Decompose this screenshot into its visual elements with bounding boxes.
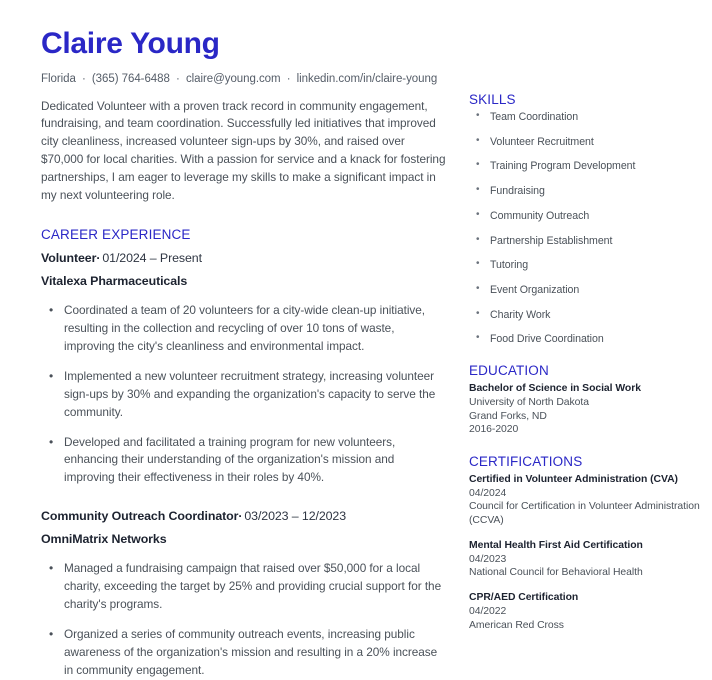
skill-label: Charity Work: [490, 308, 551, 321]
certification-issuer: National Council for Behavioral Health: [469, 567, 643, 579]
certification-entry: [469, 473, 704, 528]
skill-label: Partnership Establishment: [490, 234, 613, 247]
company-name: Vitalexa Pharmaceuticals: [41, 274, 188, 289]
skill-label: Team Coordination: [490, 111, 579, 123]
skill-item: [469, 259, 704, 272]
contact-line: [41, 73, 448, 85]
bullet-icon: •: [49, 303, 54, 318]
certification-date: 04/2023: [469, 553, 507, 565]
education-entry: [469, 382, 704, 437]
job-bullet: [40, 368, 448, 422]
skill-item: [469, 136, 704, 149]
job-title: Community Outreach Coordinator: [41, 509, 239, 524]
job-bullet: [40, 434, 448, 488]
bullet-icon: •: [476, 159, 480, 171]
education-degree: Bachelor of Science in Social Work: [469, 383, 641, 395]
bullet-icon: •: [476, 184, 480, 196]
bullet-icon: •: [476, 134, 480, 146]
job-bullet-text: Developed and facilitated a training program for new volunteers, enhancing their understanding of the organization's mission and improving their effectiveness in their roles by 40%.: [64, 434, 396, 485]
skill-label: Event Organization: [490, 283, 580, 296]
skill-label: Tutoring: [490, 259, 529, 272]
certification-entry: [469, 591, 704, 632]
job-bullet: [40, 626, 448, 680]
skill-item: [469, 160, 704, 173]
professional-summary: Dedicated Volunteer with a proven track record in community engagement, fundraising, and team coordination. Successfully led initiatives that improved city cleanliness, increased volunteer sign-ups by 30%, and raised over $70,000 for local charities. With a passion for service and a knack for fostering partnerships, I am eager to leverage my skills to make a significant impact in my next volunteering role.: [41, 98, 446, 203]
job-title-line: [41, 251, 448, 265]
job-dates: 01/2024 – Present: [102, 251, 202, 266]
bullet-icon: •: [49, 434, 54, 449]
job-dates: 03/2023 – 12/2023: [244, 509, 347, 524]
contact-separator-icon: ·: [286, 72, 291, 85]
certification-name: Certified in Volunteer Administration (CVA): [469, 473, 678, 485]
certification-issuer: Council for Certification in Volunteer Administration (CCVA): [469, 501, 700, 527]
skill-label: Community Outreach: [490, 209, 590, 222]
contact-separator-icon: ·: [81, 72, 86, 85]
experience-entry: [40, 251, 448, 487]
job-title: Volunteer: [41, 251, 97, 266]
contact-email[interactable]: claire@young.com: [185, 72, 281, 85]
education-location: Grand Forks, ND: [469, 410, 547, 422]
section-heading-education: EDUCATION: [469, 363, 549, 379]
experience-entry: [40, 509, 448, 680]
certification-name: CPR/AED Certification: [469, 592, 579, 604]
bullet-icon: •: [476, 332, 480, 344]
section-heading-certifications: CERTIFICATIONS: [469, 453, 583, 469]
contact-phone: (365) 764-6488: [91, 72, 170, 85]
bullet-icon: •: [476, 110, 480, 121]
job-bullet-text: Organized a series of community outreach events, increasing public awareness of the organization's mission and resulting in a 20% increase in community engagement.: [64, 627, 438, 677]
job-bullet-text: Managed a fundraising campaign that raised over $50,000 for a local charity, exceeding the target by 25% and providing crucial support for the charity's programs.: [64, 561, 442, 612]
bullet-icon: •: [476, 258, 480, 270]
candidate-name: Claire Young: [41, 27, 220, 60]
bullet-icon: •: [476, 307, 480, 319]
job-bullet: [40, 560, 448, 614]
skill-label: Food Drive Coordination: [490, 333, 604, 346]
bullet-icon: •: [49, 627, 54, 642]
bullet-icon: •: [476, 208, 480, 220]
bullet-icon: •: [476, 233, 480, 245]
job-title-date-separator-icon: ·: [96, 251, 101, 266]
certification-entry: [469, 539, 704, 580]
section-heading-career-experience: CAREER EXPERIENCE: [41, 227, 191, 243]
skill-item: [469, 333, 704, 346]
certification-date: 04/2024: [469, 487, 507, 499]
education-dates: 2016-2020: [469, 424, 519, 436]
bullet-icon: •: [49, 368, 54, 383]
bullet-icon: •: [476, 282, 480, 294]
skill-label: Volunteer Recruitment: [490, 135, 594, 148]
skill-item: [469, 111, 704, 124]
job-bullet-list: [40, 302, 448, 487]
contact-separator-icon: ·: [176, 72, 180, 85]
sidebar-column: [462, 0, 712, 631]
contact-location: Florida: [41, 72, 76, 85]
job-bullet-list: [40, 560, 448, 680]
job-bullet-text: Implemented a new volunteer recruitment strategy, increasing volunteer sign-ups by 30% and expanding the organization's capacity to serve the community.: [64, 368, 436, 419]
job-title-date-separator-icon: ·: [238, 509, 243, 524]
education-school: University of North Dakota: [469, 396, 589, 408]
skills-list: [469, 111, 704, 346]
skill-item: [469, 235, 704, 248]
skill-item: [469, 284, 704, 297]
skill-item: [469, 185, 704, 198]
skill-label: Fundraising: [490, 185, 545, 198]
contact-linkedin[interactable]: linkedin.com/in/claire-young: [296, 72, 438, 85]
job-bullet: [40, 302, 448, 356]
certification-issuer: American Red Cross: [469, 619, 564, 631]
certification-date: 04/2022: [469, 605, 507, 617]
bullet-icon: •: [49, 561, 54, 576]
section-spacer: [40, 499, 448, 509]
skill-item: [469, 210, 704, 223]
skill-label: Training Program Development: [490, 160, 636, 173]
section-heading-skills: SKILLS: [469, 92, 516, 107]
company-name: OmniMatrix Networks: [41, 532, 167, 547]
job-title-line: [41, 509, 448, 523]
job-bullet-text: Coordinated a team of 20 volunteers for a city-wide clean-up initiative, resulting in the collection and recycling of over 10 tons of waste, improving the city's cleanliness and environmental impact.: [64, 303, 425, 353]
certification-name: Mental Health First Aid Certification: [469, 539, 643, 551]
skill-item: [469, 309, 704, 322]
